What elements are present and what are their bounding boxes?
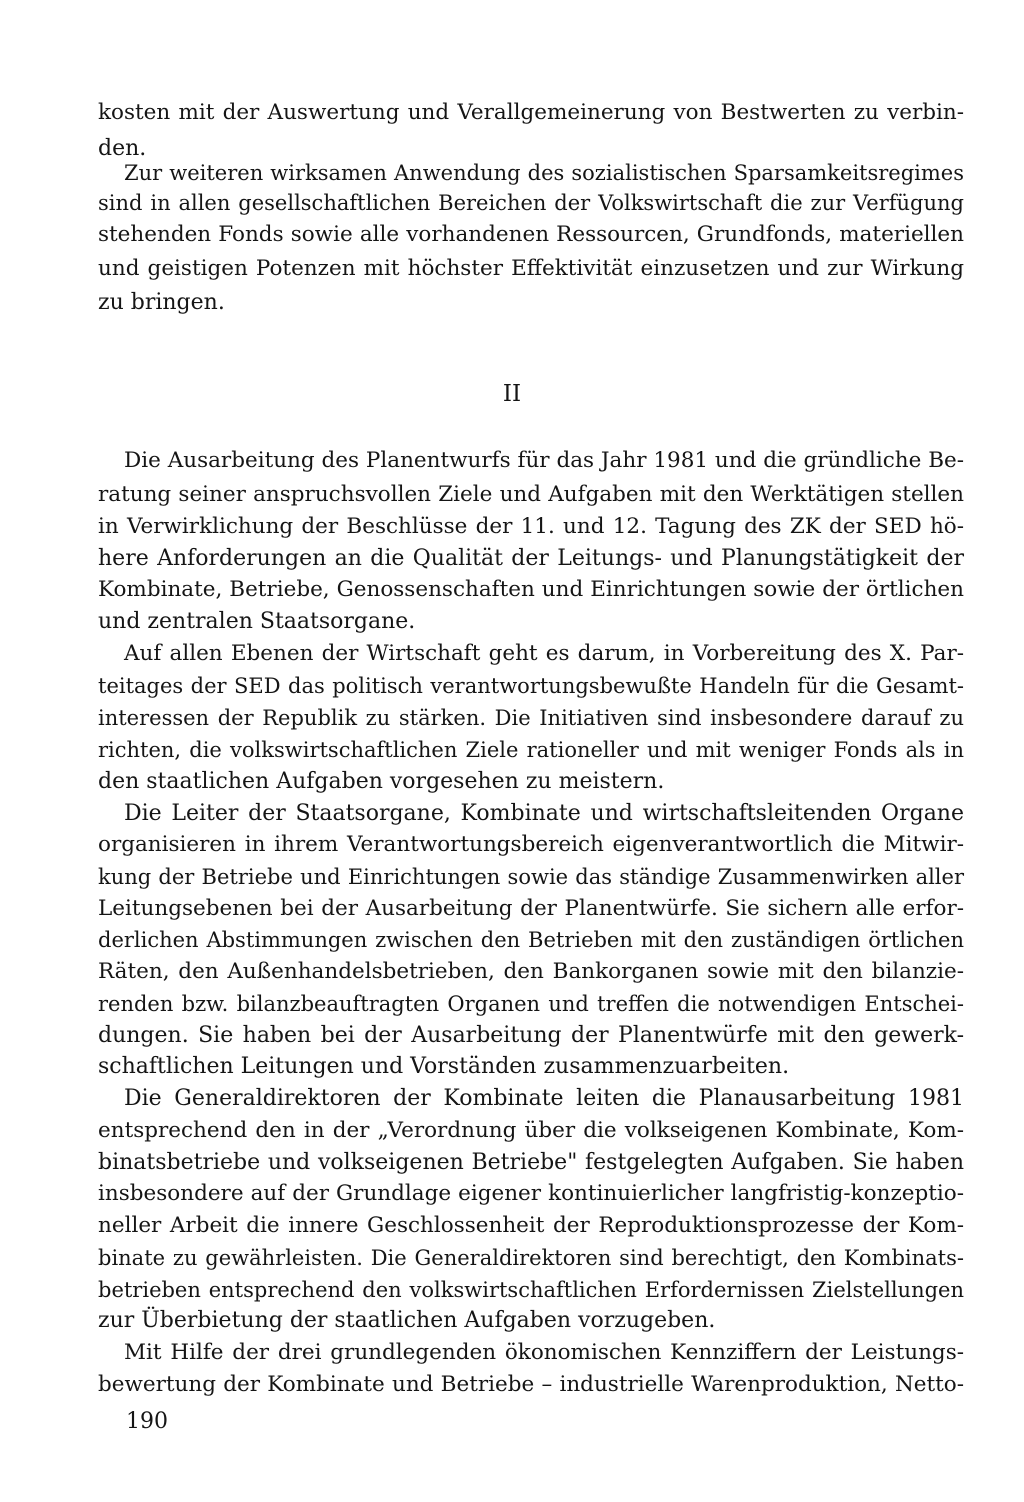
text-line: richten, die volkswirtschaftlichen Ziele rationeller und mit weniger Fonds als in — [98, 738, 964, 762]
text-line: Die Generaldirektoren der Kombinate leiten die Planausarbeitung 1981 — [124, 1086, 964, 1111]
text-line: in Verwirklichung der Beschlüsse der 11. und 12. Tagung des ZK der SED hö- — [98, 514, 964, 539]
text-line: here Anforderungen an die Qualität der Leitungs- und Planungstätigkeit der — [98, 546, 964, 571]
page-number: 190 — [126, 1409, 168, 1434]
text-line: betrieben entsprechend den volkswirtschaftlichen Erfordernissen Zielstellungen — [98, 1278, 964, 1302]
text-line: ratung seiner anspruchsvollen Ziele und Aufgaben mit den Werktätigen stellen — [98, 482, 964, 507]
text-line: binatsbetriebe und volkseigenen Betriebe" festgelegten Aufgaben. Sie haben — [98, 1150, 964, 1175]
text-line: Kombinate, Betriebe, Genossenschaften und Einrichtungen sowie der örtlichen — [98, 577, 964, 602]
text-line: stehenden Fonds sowie alle vorhandenen Ressourcen, Grundfonds, materiellen — [98, 222, 964, 247]
text-line: kung der Betriebe und Einrichtungen sowie das ständige Zusammenwirken aller — [98, 865, 964, 889]
text-line: entsprechend den in der „Verordnung über die volkseigenen Kombinate, Kom- — [98, 1118, 964, 1143]
text-line: derlichen Abstimmungen zwischen den Betrieben mit den zuständigen örtlichen — [98, 928, 964, 952]
text-line: renden bzw. bilanzbeauftragten Organen und treffen die notwendigen Entschei- — [98, 992, 964, 1016]
text-line: und zentralen Staatsorgane. — [98, 609, 416, 634]
text-line: Die Ausarbeitung des Planentwurfs für das Jahr 1981 und die gründliche Be- — [124, 448, 964, 473]
text-line: insbesondere auf der Grundlage eigener kontinuierlicher langfristig-konzeptio- — [98, 1181, 964, 1206]
text-line: den. — [98, 136, 147, 161]
text-line: zu bringen. — [98, 290, 225, 315]
text-line: den staatlichen Aufgaben vorgesehen zu meistern. — [98, 769, 665, 794]
text-line: dungen. Sie haben bei der Ausarbeitung der Planentwürfe mit den gewerk- — [98, 1023, 964, 1048]
text-line: schaftlichen Leitungen und Vorständen zusammenzuarbeiten. — [98, 1054, 790, 1079]
text-line: Räten, den Außenhandelsbetrieben, den Bankorganen sowie mit den bilanzie- — [98, 959, 964, 984]
section-heading: II — [502, 381, 522, 407]
text-line: und geistigen Potenzen mit höchster Effektivität einzusetzen und zur Wirkung — [98, 256, 964, 281]
text-line: binate zu gewährleisten. Die Generaldirektoren sind berechtigt, den Kombinats- — [98, 1246, 964, 1270]
text-line: sind in allen gesellschaftlichen Bereichen der Volkswirtschaft die zur Verfügung — [98, 191, 964, 215]
text-line: kosten mit der Auswertung und Verallgemeinerung von Bestwerten zu verbin- — [98, 100, 964, 125]
text-line: interessen der Republik zu stärken. Die Initiativen sind insbesondere darauf zu — [98, 706, 964, 730]
text-line: organisieren in ihrem Verantwortungsbereich eigenverantwortlich die Mitwir- — [98, 832, 964, 857]
text-line: Die Leiter der Staatsorgane, Kombinate und wirtschaftsleitenden Organe — [124, 801, 964, 826]
text-line: bewertung der Kombinate und Betriebe – industrielle Warenproduktion, Netto- — [98, 1372, 964, 1397]
text-line: neller Arbeit die innere Geschlossenheit der Reproduktionsprozesse der Kom- — [98, 1213, 964, 1238]
text-line: Leitungsebenen bei der Ausarbeitung der Planentwürfe. Sie sichern alle erfor- — [98, 896, 964, 921]
text-line: teitages der SED das politisch verantwortungsbewußte Handeln für die Gesamt- — [98, 674, 964, 698]
text-line: Auf allen Ebenen der Wirtschaft geht es darum, in Vorbereitung des X. Par- — [124, 641, 964, 666]
text-line: Mit Hilfe der drei grundlegenden ökonomischen Kennziffern der Leistungs- — [124, 1340, 964, 1365]
text-line: zur Überbietung der staatlichen Aufgaben vorzugeben. — [98, 1308, 716, 1333]
text-line: Zur weiteren wirksamen Anwendung des sozialistischen Sparsamkeitsregimes — [124, 161, 964, 185]
